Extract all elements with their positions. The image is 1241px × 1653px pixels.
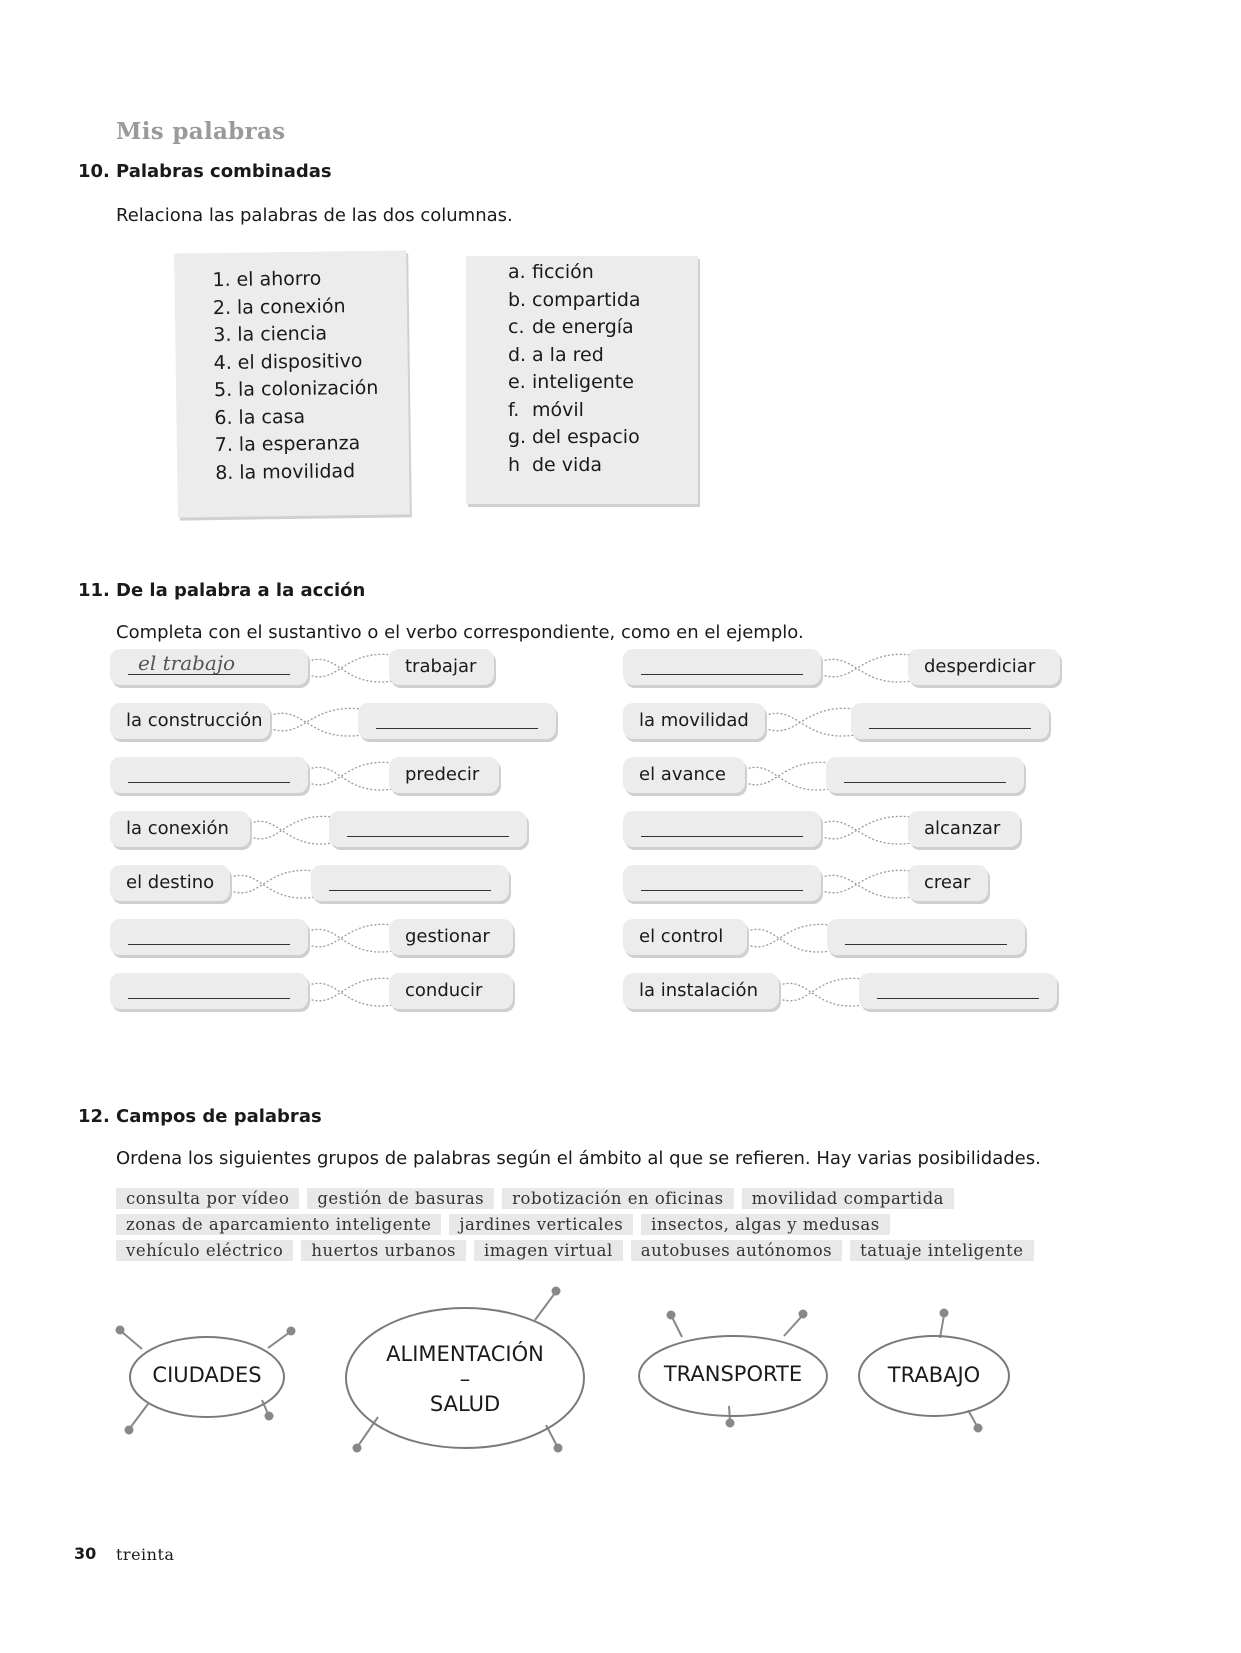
item-key: 8.: [215, 461, 234, 484]
verb-pill: [908, 649, 1060, 685]
connector-loop: [304, 978, 399, 1006]
verb-pill-text: crear: [924, 872, 971, 893]
connector-loop: [761, 708, 861, 736]
word-tag: vehículo eléctrico: [116, 1240, 293, 1261]
noun-pill: [623, 973, 779, 1009]
item-key: 6.: [214, 406, 233, 429]
noun-answer-field[interactable]: [110, 919, 308, 955]
item-value: de energía: [532, 316, 634, 338]
tag-row: [116, 1240, 1076, 1266]
item-value: móvil: [532, 398, 584, 421]
verb-pill: [908, 865, 988, 901]
word-tags: [116, 1188, 1076, 1266]
item-value: la casa: [238, 405, 306, 429]
exercise-10-instruction: Relaciona las palabras de las dos columnas.: [116, 205, 513, 226]
bubble-label-trabajo: TRABAJO: [887, 1363, 981, 1387]
connector-loop: [817, 870, 918, 898]
item-value: el dispositivo: [237, 349, 363, 374]
bubble-line-3: SALUD: [429, 1392, 501, 1416]
connector-loop: [304, 654, 399, 682]
item-key: 7.: [214, 433, 234, 457]
bubble-line-2: –: [459, 1367, 471, 1391]
item-key: a.: [508, 261, 526, 283]
connector-loop: [741, 762, 836, 790]
noun-pill: [110, 811, 250, 847]
noun-pill-text: el destino: [126, 872, 215, 893]
page-word: treinta: [116, 1545, 175, 1564]
word-tag: gestión de basuras: [307, 1188, 494, 1209]
item-value: ficción: [532, 261, 594, 283]
connector-loop: [246, 816, 339, 844]
word-tag: huertos urbanos: [301, 1240, 466, 1261]
verb-answer-field[interactable]: [826, 757, 1024, 793]
item-key: h: [508, 453, 521, 476]
word-tag: zonas de aparcamiento inteligente: [116, 1214, 441, 1235]
item-value: la colonización: [237, 376, 379, 401]
item-value: del espacio: [532, 426, 640, 448]
item-value: la conexión: [236, 294, 346, 319]
noun-answer-field[interactable]: [110, 649, 308, 685]
exercise-title: Palabras combinadas: [116, 161, 332, 182]
item-value: a la red: [532, 343, 604, 366]
item-key: e.: [508, 371, 526, 393]
verb-pill: [389, 919, 513, 955]
noun-pill: [110, 865, 230, 901]
noun-pill: [623, 703, 765, 739]
exercise-11-instruction: Completa con el sustantivo o el verbo correspondiente, como en el ejemplo.: [116, 622, 804, 643]
item-key: d.: [508, 343, 527, 366]
item-value: compartida: [532, 288, 641, 311]
item-key: 1.: [212, 268, 231, 292]
item-value: la esperanza: [238, 432, 361, 456]
verb-pill-text: trabajar: [405, 656, 477, 677]
connector-loop: [817, 654, 918, 682]
word-tag: autobuses autónomos: [631, 1240, 842, 1261]
verb-pill-text: predecir: [405, 764, 480, 785]
exercise-number: 10.: [78, 161, 110, 182]
verb-answer-field[interactable]: [859, 973, 1057, 1009]
noun-pill-text: la instalación: [639, 980, 758, 1001]
exercise-title: Campos de palabras: [116, 1106, 322, 1127]
section-title: Mis palabras: [116, 118, 286, 145]
connector-loop: [266, 708, 368, 736]
item-key: 3.: [213, 323, 232, 347]
item-key: g.: [508, 426, 527, 448]
item-key: c.: [508, 316, 525, 338]
item-value: la movilidad: [239, 459, 356, 484]
noun-pill: [623, 757, 745, 793]
connector-loop: [304, 924, 399, 952]
verb-pill-text: conducir: [405, 980, 483, 1001]
word-tag: jardines verticales: [449, 1214, 633, 1235]
verb-pill: [389, 649, 494, 685]
verb-answer-field[interactable]: [851, 703, 1049, 739]
item-key: 4.: [213, 351, 232, 374]
verb-answer-field[interactable]: [329, 811, 527, 847]
item-value: la ciencia: [237, 322, 328, 346]
bubble-label-transporte: TRANSPORTE: [663, 1362, 803, 1386]
noun-answer-field[interactable]: [623, 649, 821, 685]
exercise-12-heading: [78, 1106, 322, 1127]
noun-answer-field[interactable]: [110, 757, 308, 793]
word-tag: consulta por vídeo: [116, 1188, 299, 1209]
word-tag: insectos, algas y medusas: [641, 1214, 890, 1235]
noun-pill-text: el control: [639, 926, 724, 947]
verb-pill-text: alcanzar: [924, 818, 1001, 839]
exercise-number: 11.: [78, 580, 110, 601]
noun-answer-field[interactable]: [623, 865, 821, 901]
exercise-title: De la palabra a la acción: [116, 580, 366, 601]
connector-loop: [817, 816, 918, 844]
bubble-label-alimentacion: [346, 1342, 584, 1417]
tag-row: [116, 1188, 1076, 1214]
word-tag: movilidad compartida: [742, 1188, 954, 1209]
noun-pill-text: el avance: [639, 764, 726, 785]
item-key: 5.: [213, 378, 233, 402]
noun-pill-text: la movilidad: [639, 710, 749, 731]
noun-pill-text: la construcción: [126, 710, 263, 731]
connector-loop: [743, 924, 837, 952]
item-value: de vida: [532, 453, 603, 476]
verb-answer-field[interactable]: [827, 919, 1025, 955]
noun-answer-field[interactable]: [623, 811, 821, 847]
connector-loop: [775, 978, 869, 1006]
word-tag: tatuaje inteligente: [850, 1240, 1033, 1261]
item-key: f.: [508, 398, 520, 421]
verb-answer-field[interactable]: [358, 703, 556, 739]
noun-answer-field[interactable]: [110, 973, 308, 1009]
connector-loop: [226, 870, 321, 898]
item-value: inteligente: [532, 371, 634, 393]
exercise-number: 12.: [78, 1106, 110, 1127]
word-tag: robotización en oficinas: [502, 1188, 733, 1209]
noun-pill: [110, 703, 270, 739]
verb-pill: [389, 757, 499, 793]
item-value: el ahorro: [236, 267, 322, 291]
bubble-label-ciudades: CIUDADES: [152, 1363, 262, 1387]
page-number: 30: [74, 1544, 97, 1563]
bubble-line-1: ALIMENTACIÓN: [386, 1342, 544, 1366]
noun-pill: [623, 919, 747, 955]
verb-answer-field[interactable]: [311, 865, 509, 901]
verb-pill: [908, 811, 1020, 847]
verb-pill: [389, 973, 513, 1009]
example-answer: el trabajo: [138, 651, 236, 675]
connector-loop: [304, 762, 399, 790]
word-tag: imagen virtual: [474, 1240, 623, 1261]
noun-pill-text: la conexión: [126, 818, 229, 839]
verb-pill-text: desperdiciar: [924, 656, 1036, 677]
verb-pill-text: gestionar: [405, 926, 490, 947]
exercise-12-instruction: Ordena los siguientes grupos de palabras según el ámbito al que se refieren. Hay varias posibilidades.: [116, 1148, 1041, 1169]
item-key: 2.: [212, 296, 232, 319]
tag-row: [116, 1214, 1076, 1240]
item-key: b.: [508, 288, 527, 311]
